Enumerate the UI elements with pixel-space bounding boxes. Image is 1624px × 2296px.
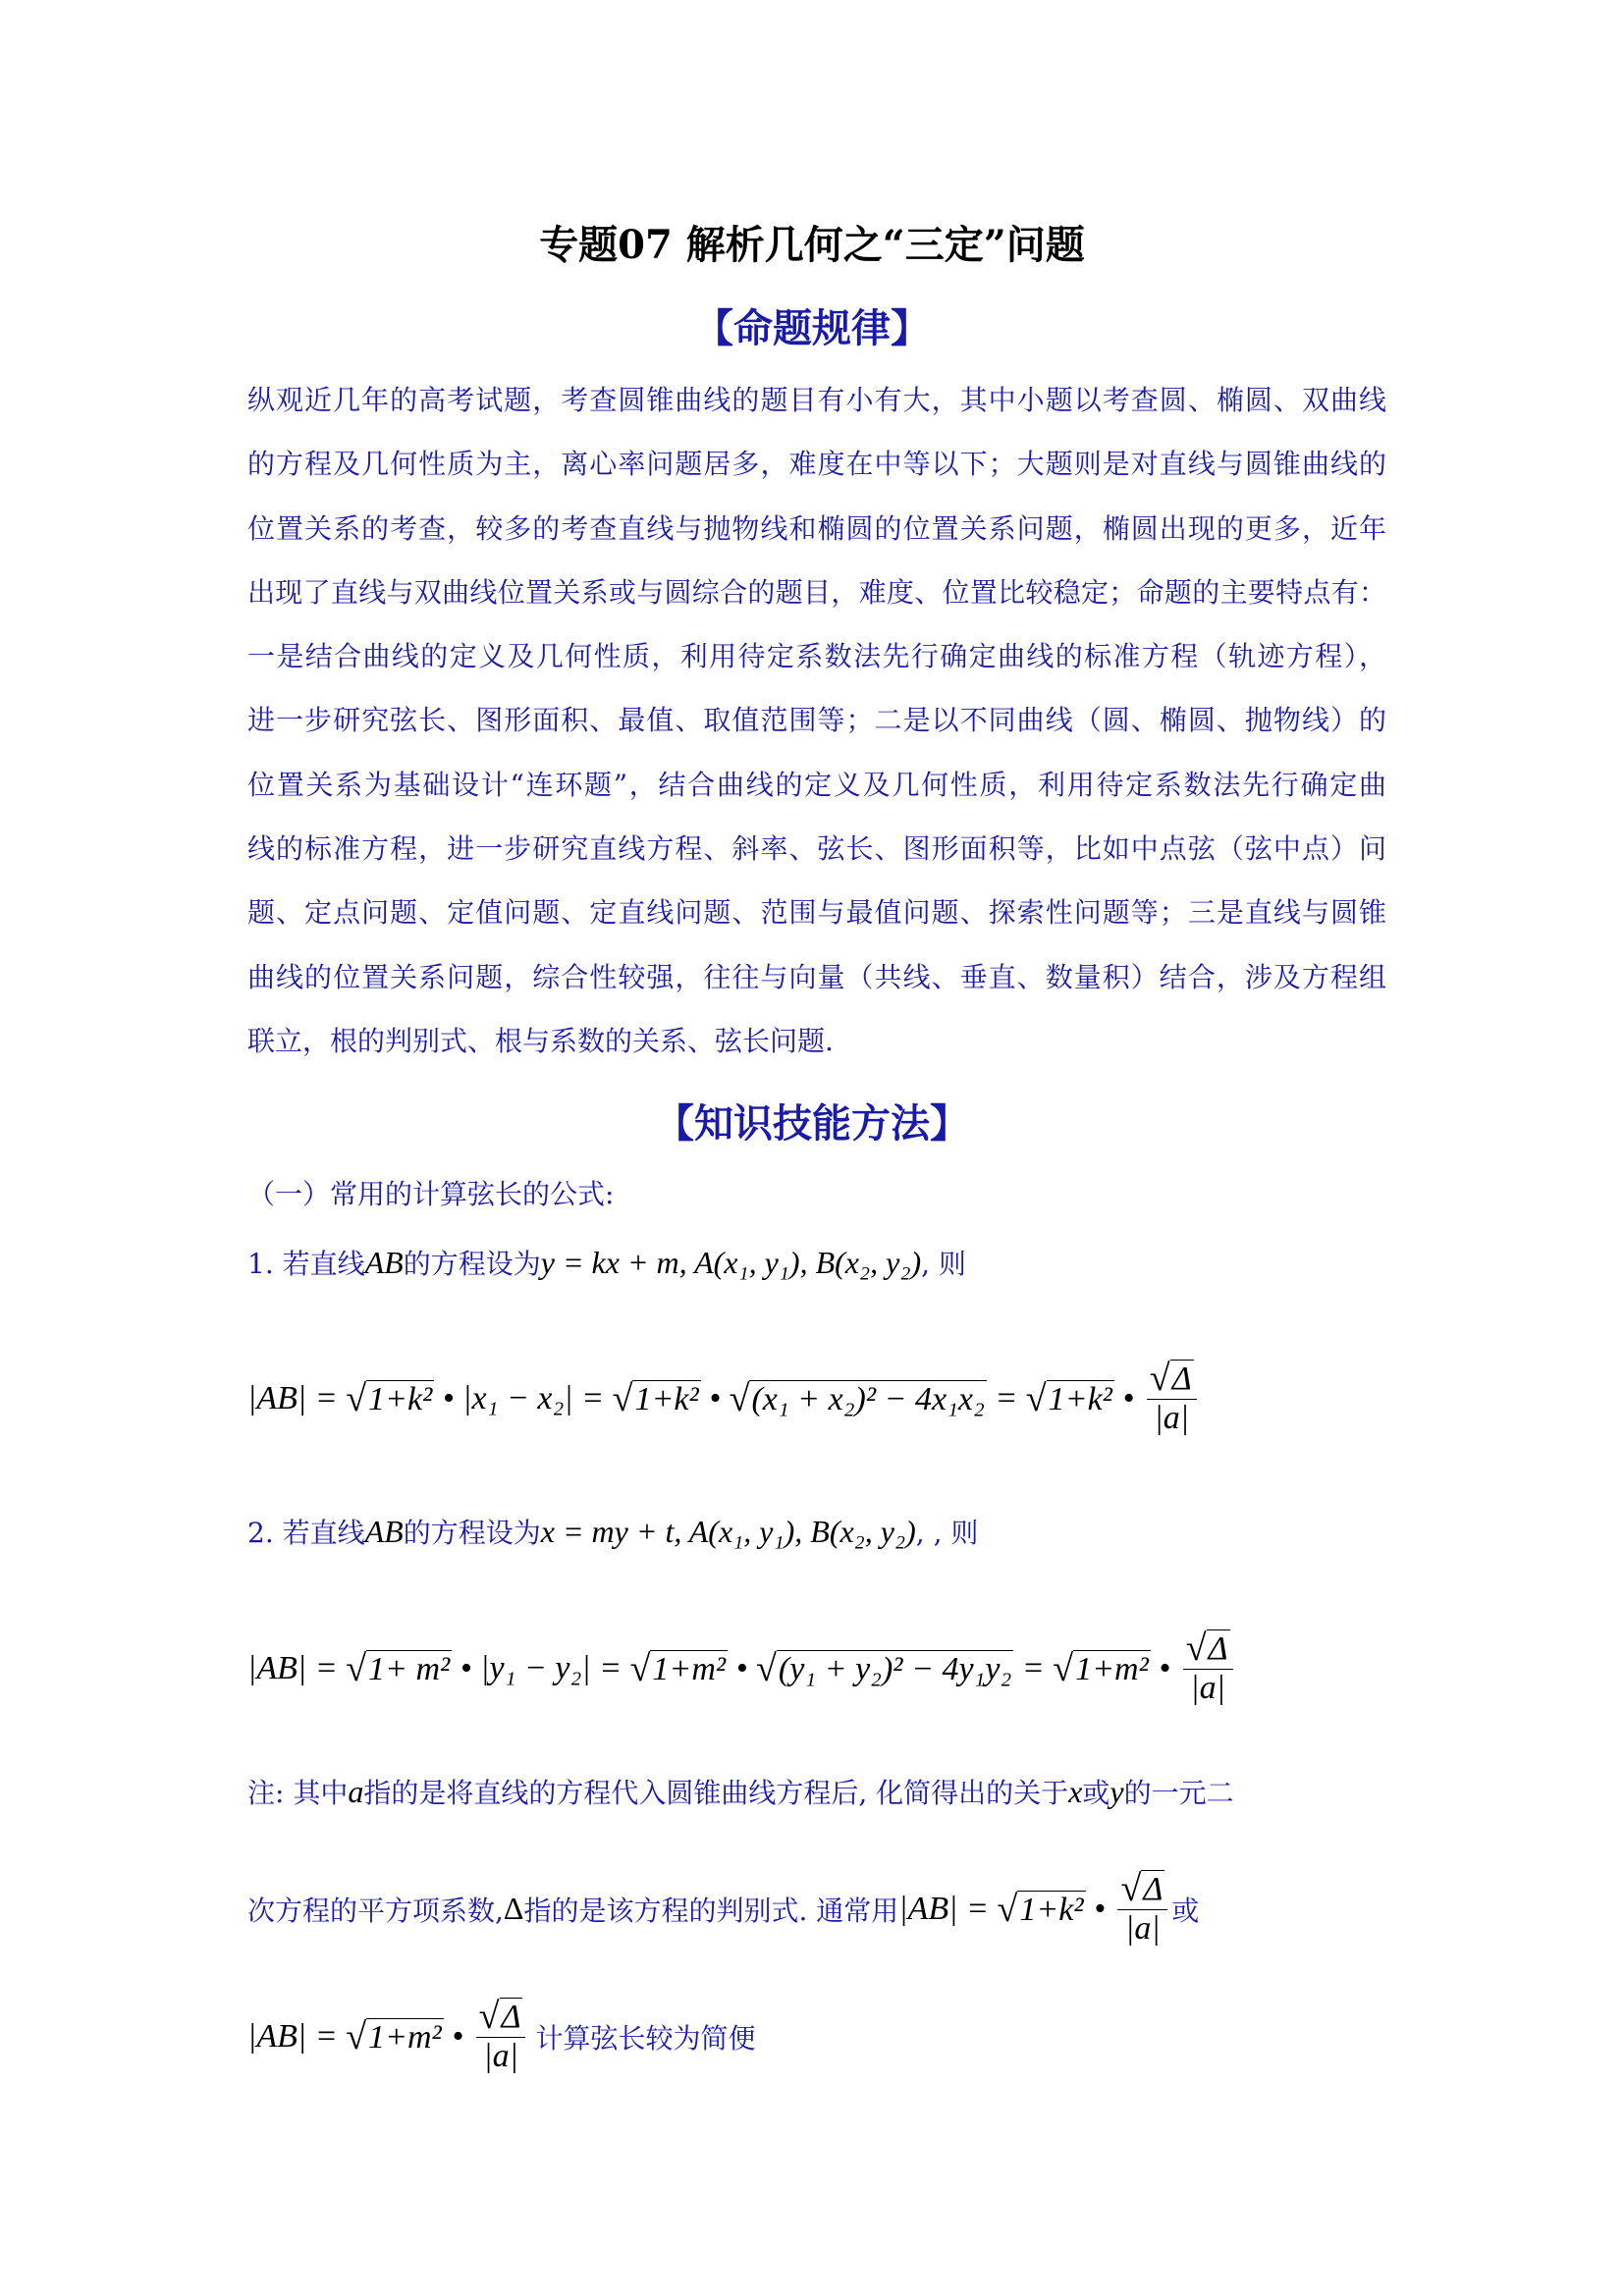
section-heading-knowledge-methods: 【知识技能方法】 [655, 1100, 969, 1147]
radical-sign: √ [346, 1377, 367, 1419]
radicand: Δ [1143, 1871, 1164, 1907]
radicand: Δ [1171, 1361, 1192, 1397]
math-text: = [1013, 1649, 1054, 1686]
math-text: • [700, 1379, 730, 1416]
sqrt [612, 1377, 701, 1419]
note-line-2 [247, 1870, 1199, 1948]
radical-sign: √ [729, 1377, 750, 1419]
paragraph-line: 位置关系的考查，较多的考查直线与抛物线和椭圆的位置关系问题，椭圆出现的更多，近年 [247, 511, 1386, 545]
radical-sign: √ [346, 2015, 367, 2057]
note-text: 次方程的平方项系数, [247, 1894, 504, 1927]
section-heading-proposition-rules: 【命题规律】 [694, 305, 930, 351]
math-text: • [728, 1649, 757, 1686]
paragraph-line: 一是结合曲线的定义及几何性质，利用待定系数法先行确定曲线的标准方程（轨迹方程）， [247, 640, 1386, 673]
paragraph-line: 纵观近几年的高考试题，考查圆锥曲线的题目有小有大，其中小题以考查圆、椭圆、双曲线 [247, 384, 1386, 416]
note-text: 的一元二 [1123, 1777, 1234, 1809]
note-var-x: x [1068, 1773, 1083, 1809]
math-text: • [1113, 1379, 1143, 1416]
item-2-prefix: 2. 若直线 [247, 1517, 365, 1549]
note-text: 或 [1171, 1894, 1200, 1927]
sqrt [346, 1647, 452, 1689]
numerator [476, 1998, 526, 2038]
radical-sign: √ [629, 1647, 651, 1689]
item-2 [247, 1512, 978, 1551]
denominator: |a| [1190, 1670, 1225, 1707]
note-var-y: y [1110, 1773, 1124, 1809]
item-2-mid: 的方程设为 [403, 1517, 541, 1549]
note-text: 或 [1082, 1777, 1110, 1809]
math-text: • [1150, 1649, 1179, 1686]
radical-sign: √ [478, 1996, 500, 2038]
math-text: • [1085, 1890, 1114, 1927]
radicand: 1+m² [652, 1650, 727, 1687]
radicand: Δ [1208, 1630, 1228, 1667]
radicand: 1+k² [368, 1380, 433, 1417]
item-2-equation: x = my + t, A(x₁, y₁), B(x₂, y₂) [540, 1513, 916, 1549]
math-text: • |x₁ − x₂| = [434, 1379, 613, 1416]
sqrt [1149, 1358, 1194, 1400]
fraction [1147, 1360, 1197, 1437]
radicand: 1+k² [634, 1380, 699, 1417]
item-2-ab: AB [364, 1513, 404, 1549]
sqrt [729, 1377, 987, 1419]
paragraph-line: 位置关系为基础设计“连环题”，结合曲线的定义及几何性质，利用待定系数法先行确定曲 [247, 768, 1386, 801]
sqrt [346, 1377, 434, 1419]
paragraph-line: 曲线的位置关系问题，综合性较强，往往与向量（共线、垂直、数量积）结合，涉及方程组 [247, 960, 1386, 993]
math-text: |AB| = [247, 1379, 347, 1416]
paragraph-line: 出现了直线与双曲线位置关系或与圆综合的题目，难度、位置比较稳定；命题的主要特点有： [247, 575, 1386, 609]
item-2-suffix: , , 则 [915, 1517, 979, 1549]
formula-1 [247, 1360, 1201, 1437]
paragraph-line: 进一步研究弦长、图形面积、最值、取值范围等；二是以不同曲线（圆、椭圆、抛物线）的 [247, 704, 1386, 737]
math-text: • [443, 2017, 472, 2055]
numerator [1117, 1870, 1167, 1910]
subheading-chord-length: （一）常用的计算弦长的公式: [247, 1178, 615, 1210]
radicand: 1+k² [1019, 1891, 1084, 1928]
paragraph-line: 的方程及几何性质为主，离心率问题居多，难度在中等以下；大题则是对直线与圆锥曲线的 [247, 448, 1386, 481]
formula-2 [247, 1629, 1237, 1707]
item-1-suffix: , 则 [921, 1248, 966, 1280]
paragraph-line: 联立，根的判别式、根与系数的关系、弦长问题. [247, 1024, 834, 1057]
sqrt [997, 1888, 1085, 1930]
note-text: 注: 其中 [247, 1777, 349, 1809]
sqrt [756, 1647, 1013, 1689]
radical-sign: √ [1185, 1628, 1207, 1670]
radical-sign: √ [997, 1888, 1018, 1930]
radical-sign: √ [756, 1647, 777, 1689]
radical-sign: √ [612, 1377, 633, 1419]
radical-sign: √ [1025, 1377, 1047, 1419]
note-text: 指的是该方程的判别式. 通常用 [523, 1894, 899, 1927]
note-text: 计算弦长较为简便 [535, 2021, 756, 2055]
note-text: 指的是将直线的方程代入圆锥曲线方程后, 化简得出的关于 [363, 1777, 1069, 1809]
sqrt [1025, 1377, 1114, 1419]
radical-sign: √ [1120, 1868, 1142, 1910]
radicand: 1+ m² [368, 1650, 451, 1687]
note-formula-k [898, 1870, 1171, 1948]
radicand: Δ [501, 1999, 521, 2035]
item-1-equation: y = kx + m, A(x₁, y₁), B(x₂, y₂) [540, 1244, 922, 1280]
item-1-mid: 的方程设为 [403, 1248, 541, 1280]
sqrt [478, 1996, 523, 2038]
item-1-prefix: 1. 若直线 [247, 1248, 365, 1280]
radicand: 1+m² [1075, 1650, 1149, 1687]
radical-sign: √ [1053, 1647, 1074, 1689]
note-var-a: a [348, 1773, 364, 1809]
document-title: 专题07 解析几何之“三定”问题 [539, 222, 1085, 268]
denominator: |a| [483, 2038, 518, 2075]
radicand: 1+m² [368, 2018, 442, 2056]
fraction [1117, 1870, 1167, 1948]
sqrt [1053, 1647, 1151, 1689]
numerator [1147, 1360, 1197, 1400]
sqrt [346, 2015, 444, 2057]
intro-paragraph [247, 376, 1386, 1081]
sqrt [1185, 1628, 1230, 1670]
fraction [1183, 1629, 1233, 1707]
paragraph-line: 题、定点问题、定值问题、定直线问题、范围与最值问题、探索性问题等；三是直线与圆锥 [247, 896, 1386, 930]
radical-sign: √ [1149, 1358, 1170, 1400]
formula-1-math [247, 1360, 1201, 1437]
formula-2-math [247, 1629, 1237, 1707]
fraction [476, 1998, 526, 2075]
math-text: |AB| = [247, 1649, 347, 1686]
denominator: |a| [1154, 1400, 1190, 1437]
math-text: |AB| = [898, 1890, 998, 1927]
numerator [1183, 1629, 1233, 1670]
sqrt [1120, 1868, 1164, 1910]
math-text: = [986, 1379, 1026, 1416]
sqrt [629, 1647, 729, 1689]
radicand: 1+k² [1048, 1380, 1112, 1417]
radicand: (x₁ + x₂)² − 4x₁x₂ [751, 1380, 985, 1417]
paragraph-line: 线的标准方程，进一步研究直线方程、斜率、弦长、图形面积等，比如中点弦（弦中点）问 [247, 832, 1386, 866]
denominator: |a| [1125, 1910, 1161, 1948]
note-delta: Δ [503, 1891, 524, 1927]
item-1 [247, 1243, 966, 1282]
note-formula-m [247, 1998, 529, 2075]
note-line-3 [247, 1998, 756, 2075]
radical-sign: √ [346, 1647, 367, 1689]
note-line-1 [247, 1772, 1234, 1811]
item-1-ab: AB [364, 1244, 404, 1280]
math-text: • |y₁ − y₂| = [452, 1649, 630, 1686]
math-text: |AB| = [247, 2017, 347, 2055]
radicand: (y₁ + y₂)² − 4y₁y₂ [778, 1650, 1012, 1687]
